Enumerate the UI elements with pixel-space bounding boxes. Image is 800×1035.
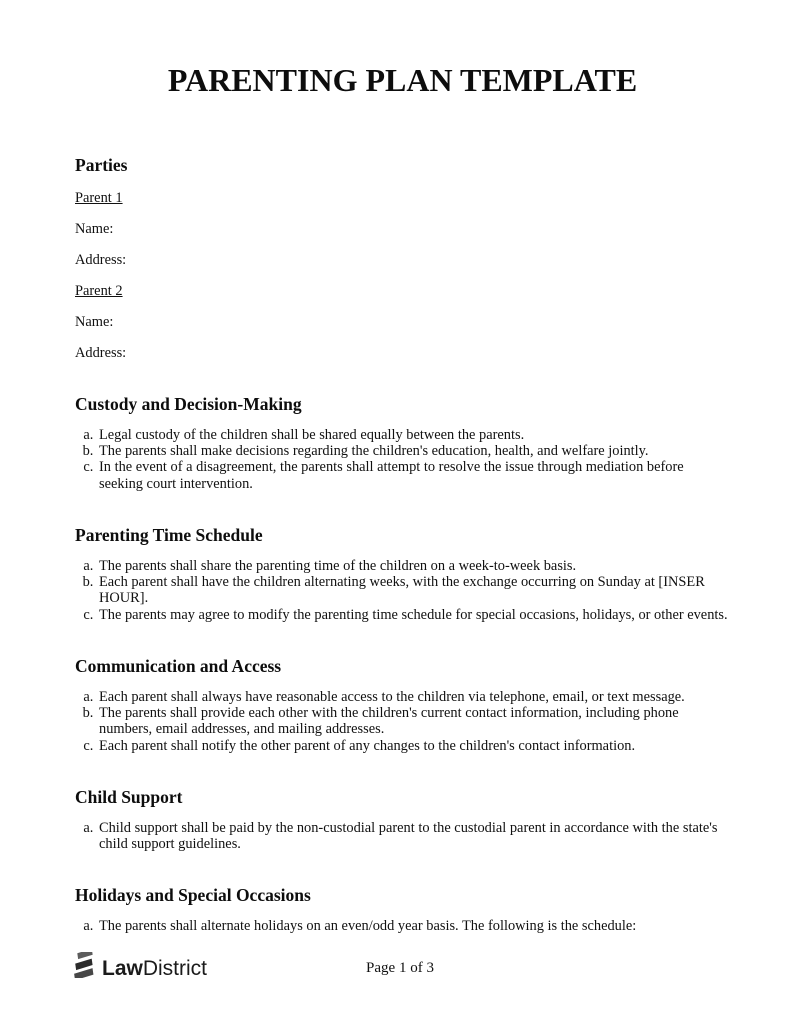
section-heading-holidays: Holidays and Special Occasions — [75, 885, 311, 906]
parent1-name-label: Name: — [75, 220, 114, 237]
section-heading-support: Child Support — [75, 786, 183, 807]
page-title: PARENTING PLAN TEMPLATE — [167, 62, 638, 98]
schedule-list — [75, 558, 730, 623]
list-item: c. Each parent shall notify the other parent of any changes to the children's contact information. — [97, 738, 730, 754]
parent2-label: Parent 2 — [75, 282, 123, 299]
list-item: a. Each parent shall always have reasonable access to the children via telephone, email, or text message. — [97, 689, 730, 705]
logo-text-district: District — [142, 956, 208, 980]
holidays-list — [75, 918, 730, 934]
page-footer — [0, 950, 800, 990]
section-heading-schedule: Parenting Time Schedule — [75, 524, 263, 545]
list-item: a. Legal custody of the children shall be shared equally between the parents. — [97, 427, 730, 443]
section-heading-parties: Parties — [75, 154, 128, 175]
list-item: b. The parents shall make decisions regarding the children's education, health, and welfare jointly. — [97, 443, 730, 459]
support-list — [75, 820, 730, 852]
list-item: c. The parents may agree to modify the parenting time schedule for special occasions, holidays, or other events. — [97, 607, 730, 623]
list-item: b. The parents shall provide each other with the children's current contact information, including phone numbers, email addresses, and mailing addresses. — [97, 705, 730, 737]
page-number: Page 1 of 3 — [366, 960, 434, 976]
parent2-address-label: Address: — [75, 344, 127, 361]
list-item: a. The parents shall alternate holidays on an even/odd year basis. The following is the schedule: — [97, 918, 730, 934]
logo-text-law: Law — [102, 956, 143, 980]
list-item: a. Child support shall be paid by the non-custodial parent to the custodial parent in accordance with the state's child support guidelines. — [97, 820, 730, 852]
section-heading-communication: Communication and Access — [75, 655, 282, 676]
parent2-name-label: Name: — [75, 313, 114, 330]
communication-list — [75, 689, 730, 754]
list-item: c. In the event of a disagreement, the parents shall attempt to resolve the issue through mediation before seeking court intervention. — [97, 459, 730, 491]
list-item: a. The parents shall share the parenting time of the children on a week-to-week basis. — [97, 558, 730, 574]
custody-list — [75, 427, 730, 492]
list-item: b. Each parent shall have the children alternating weeks, with the exchange occurring on Sunday at [INSER HOUR]. — [97, 574, 730, 606]
parent1-address-label: Address: — [75, 251, 127, 268]
section-heading-custody: Custody and Decision-Making — [75, 393, 302, 414]
parent1-label: Parent 1 — [75, 189, 123, 206]
